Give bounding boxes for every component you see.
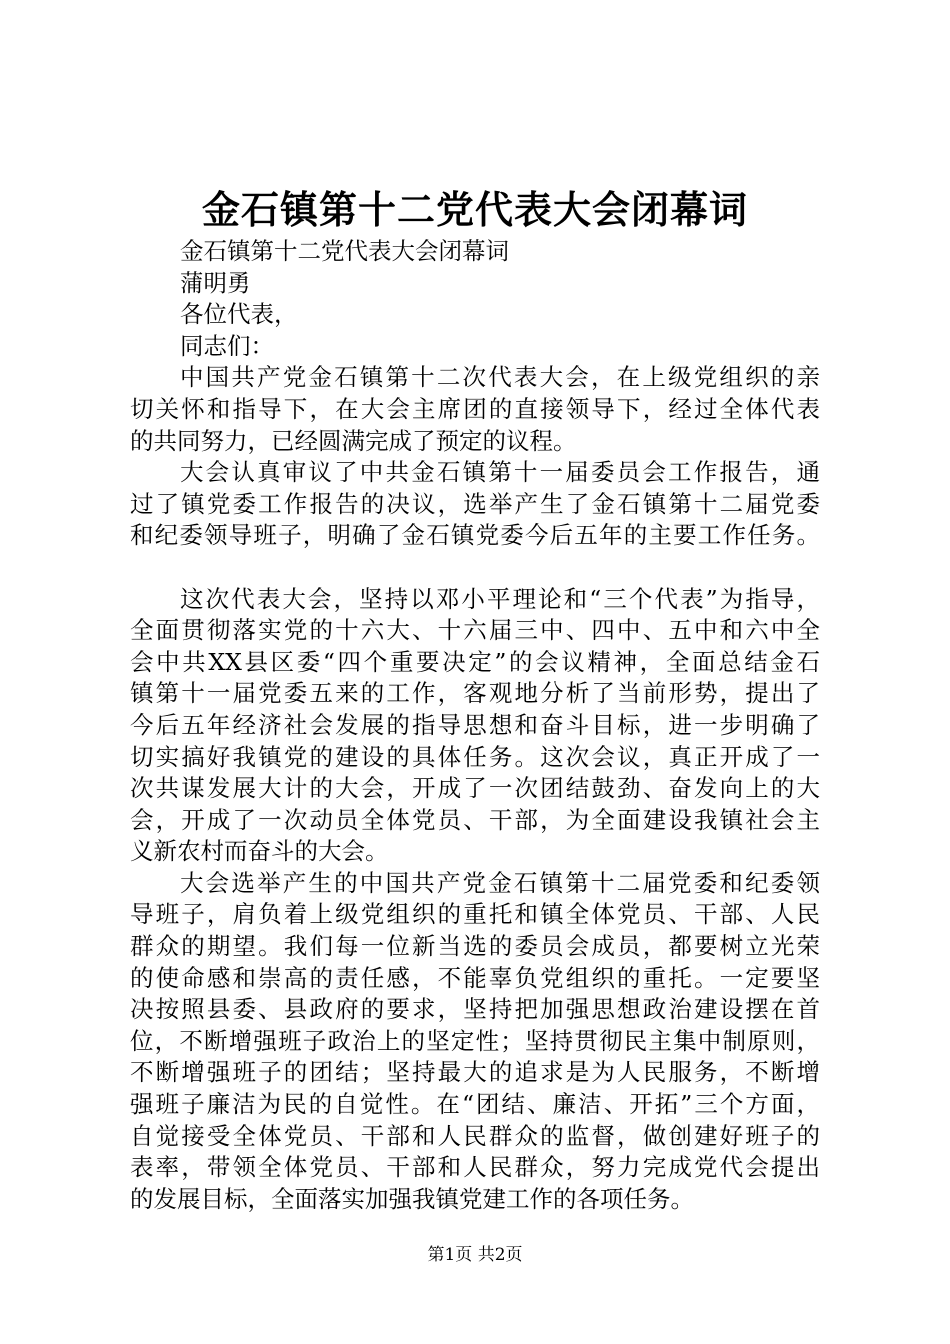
- paragraph-line: 今后五年经济社会发展的指导思想和奋斗目标，进一步明确了: [130, 710, 820, 739]
- paragraph-line: 会，开成了一次动员全体党员、干部，为全面建设我镇社会主: [130, 805, 820, 834]
- paragraph-line: 切实搞好我镇党的建设的具体任务。这次会议，真正开成了一: [130, 742, 820, 771]
- paragraph-line: 大会选举产生的中国共产党金石镇第十二届党委和纪委领: [180, 868, 820, 897]
- paragraph-line: 表率，带领全体党员、干部和人民群众，努力完成党代会提出: [130, 1153, 820, 1182]
- paragraph-line: 这次代表大会，坚持以邓小平理论和“三个代表”为指导，: [180, 584, 820, 613]
- paragraph-line: 义新农村而奋斗的大会。: [130, 837, 389, 866]
- paragraph-line: 导班子，肩负着上级党组织的重托和镇全体党员、干部、人民: [130, 900, 820, 929]
- paragraph-line: 次共谋发展大计的大会，开成了一次团结鼓劲、奋发向上的大: [130, 774, 820, 803]
- paragraph-line: 强班子廉洁为民的自觉性。在“团结、廉洁、开拓”三个方面，: [130, 1090, 820, 1119]
- paragraph-1: [130, 362, 820, 457]
- paragraph-line: 切关怀和指导下，在大会主席团的直接领导下，经过全体代表: [130, 394, 820, 423]
- paragraph-line: 的发展目标，全面落实加强我镇党建工作的各项任务。: [130, 1184, 694, 1213]
- paragraph-3: [130, 584, 820, 868]
- header-line-subtitle: 金石镇第十二党代表大会闭幕词: [180, 237, 509, 265]
- paragraph-line: 和纪委领导班子，明确了金石镇党委今后五年的主要工作任务。: [130, 521, 820, 550]
- paragraph-2: [130, 457, 820, 552]
- header-line-salutation-2: 同志们：: [180, 331, 274, 360]
- paragraph-line: 决按照县委、县政府的要求，坚持把加强思想政治建设摆在首: [130, 995, 820, 1024]
- paragraph-line: 位，不断增强班子政治上的坚定性；坚持贯彻民主集中制原则，: [130, 1026, 820, 1055]
- paragraph-line: 镇第十一届党委五来的工作，客观地分析了当前形势，提出了: [130, 679, 820, 708]
- paragraph-line: 自觉接受全体党员、干部和人民群众的监督，做创建好班子的: [130, 1121, 820, 1150]
- paragraph-line: 不断增强班子的团结；坚持最大的追求是为人民服务，不断增: [130, 1058, 820, 1087]
- document-title: 金石镇第十二党代表大会闭幕词: [201, 187, 748, 232]
- header-line-salutation: 各位代表，: [180, 300, 298, 329]
- paragraph-line: 过了镇党委工作报告的决议，选举产生了金石镇第十二届党委: [130, 489, 820, 518]
- paragraph-gap: [130, 552, 820, 584]
- document-body: [130, 236, 820, 1215]
- paragraph-line: 大会认真审议了中共金石镇第十一届委员会工作报告，通: [180, 458, 820, 487]
- paragraph-line: 群众的期望。我们每一位新当选的委员会成员，都要树立光荣: [130, 932, 820, 961]
- paragraph-4: [130, 868, 820, 1216]
- paragraph-line: 会中共XX县区委“四个重要决定”的会议精神，全面总结金石: [130, 647, 820, 676]
- header-line-author: 蒲明勇: [180, 268, 251, 297]
- paragraph-line: 中国共产党金石镇第十二次代表大会，在上级党组织的亲: [180, 363, 820, 392]
- paragraph-line: 全面贯彻落实党的十六大、十六届三中、四中、五中和六中全: [130, 616, 820, 645]
- page-footer: 第1页 共2页: [427, 1245, 523, 1265]
- paragraph-line: 的共同努力，已经圆满完成了预定的议程。: [130, 426, 577, 455]
- paragraph-line: 的使命感和崇高的责任感，不能辜负党组织的重托。一定要坚: [130, 963, 820, 992]
